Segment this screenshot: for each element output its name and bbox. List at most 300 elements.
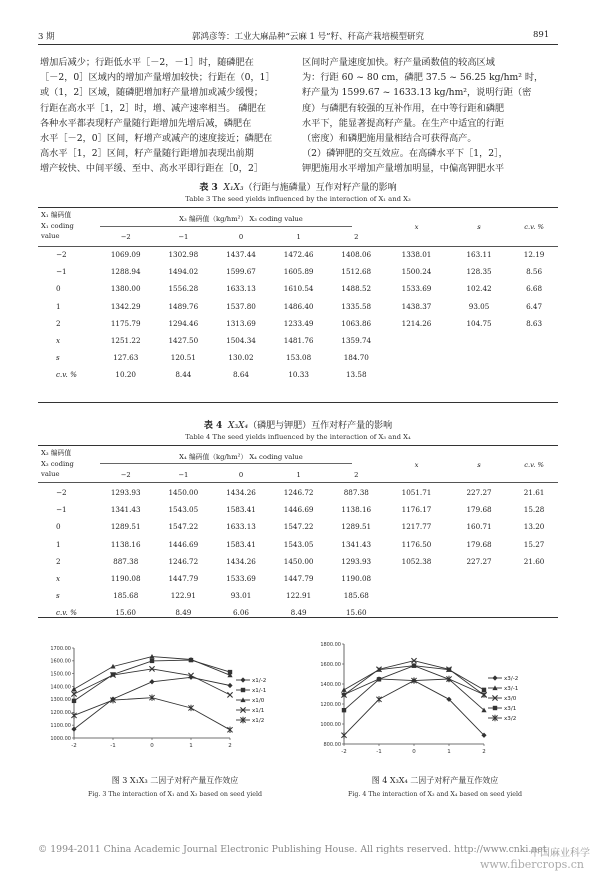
legend-label: x3/1 xyxy=(504,706,517,712)
legend-entry xyxy=(488,706,517,712)
table3-bottom-rule xyxy=(38,402,558,403)
row-label: 2 xyxy=(56,318,61,328)
table-cell: 1605.89 xyxy=(283,267,314,277)
x-tick-label: 1 xyxy=(447,749,451,755)
series-x3/1 xyxy=(342,663,486,712)
table-cell: 1447.79 xyxy=(283,574,314,584)
stat-cell: 179.68 xyxy=(466,505,492,515)
table-row xyxy=(38,315,558,332)
body-text-line: 各种水平都表现籽产量随行距增加先增后减，磷肥在 xyxy=(40,117,252,129)
table-cell: 1447.79 xyxy=(168,574,199,584)
legend-label: x1/0 xyxy=(252,698,265,704)
table-cell: 1556.28 xyxy=(168,284,199,294)
legend-entry xyxy=(488,715,516,722)
x-tick-label: -1 xyxy=(376,749,382,755)
corner-header-line: X₃ 编码值 xyxy=(41,449,72,457)
data-point xyxy=(227,692,232,697)
legend-marker xyxy=(493,706,497,710)
y-tick-label: 1400.00 xyxy=(320,681,341,688)
row-label: 0 xyxy=(56,284,61,294)
stat-cell: 1214.26 xyxy=(401,318,432,328)
table-cell: 120.51 xyxy=(170,353,196,363)
y-tick-label: 1000.00 xyxy=(320,721,341,728)
level-header: −1 xyxy=(178,232,189,241)
legend-entry xyxy=(488,685,519,692)
table-cell: 1547.22 xyxy=(168,522,199,532)
y-tick-label: 1600.00 xyxy=(50,658,71,665)
figure3-chart xyxy=(50,640,300,770)
row-label: −2 xyxy=(56,488,67,498)
table-cell: 184.70 xyxy=(343,353,369,363)
body-text-line: ［－2，0］区域内的增加产量增加较快；行距在（0，1］ xyxy=(40,72,275,84)
stat-cell xyxy=(510,349,558,366)
figure4-chart xyxy=(318,636,558,772)
table-cell: 887.38 xyxy=(113,556,139,566)
series-line xyxy=(344,666,484,711)
table-cell: 1547.22 xyxy=(283,522,314,532)
legend-marker xyxy=(492,675,497,680)
table-cell: 1512.68 xyxy=(341,267,372,277)
stat-cell: 179.68 xyxy=(466,539,492,549)
table-cell: 6.06 xyxy=(232,608,249,618)
table3 xyxy=(38,208,558,384)
stat-cell: 12.19 xyxy=(523,250,545,260)
body-column-left xyxy=(40,55,275,177)
row-label: 1 xyxy=(56,539,61,549)
table-cell: 1138.16 xyxy=(110,539,141,549)
data-point xyxy=(227,683,232,688)
y-tick-label: 800.00 xyxy=(323,741,341,748)
data-point xyxy=(72,699,76,703)
body-text-line: 高水平［1，2］区间，籽产量随行距增加表现出前期 xyxy=(40,148,254,160)
legend-entry xyxy=(236,677,266,684)
corner-header xyxy=(38,446,97,484)
table-cell: 1543.05 xyxy=(168,505,199,515)
x-tick-label: 2 xyxy=(228,743,232,749)
data-point xyxy=(447,667,451,671)
y-tick-label: 1200.00 xyxy=(320,701,341,708)
column-group-header: X₃ 编码值（kg/hm²） X₃ coding value xyxy=(179,214,303,223)
stat-cell: 160.71 xyxy=(466,522,492,532)
stat-cell xyxy=(385,332,448,349)
table-cell: 887.38 xyxy=(343,488,369,498)
legend-entry xyxy=(488,675,518,682)
stat-cell xyxy=(510,570,558,587)
table-cell: 1246.72 xyxy=(283,488,314,498)
table-cell: 1313.69 xyxy=(226,318,256,328)
corner-header-line: value xyxy=(41,232,60,240)
x-tick-label: 2 xyxy=(482,749,486,755)
table-cell: 1190.08 xyxy=(341,574,372,584)
table-row xyxy=(38,501,558,518)
table-cell: 1450.00 xyxy=(283,556,314,566)
y-tick-label: 1000.00 xyxy=(50,735,71,742)
table-cell: 1434.26 xyxy=(226,488,256,498)
table-cell: 1190.08 xyxy=(110,574,141,584)
stat-cell: 1051.71 xyxy=(401,488,432,498)
table-cell: 93.01 xyxy=(230,591,252,601)
data-point xyxy=(377,677,381,681)
stat-cell xyxy=(385,349,448,366)
series-line xyxy=(344,679,484,735)
row-label: 0 xyxy=(56,522,61,532)
row-label: −2 xyxy=(56,250,67,260)
table4-title-en: Table 4 The seed yields influenced by the interaction of X₃ and X₄ xyxy=(185,433,411,441)
table-row xyxy=(38,349,558,366)
table-cell: 1583.41 xyxy=(226,539,256,549)
table-cell: 1504.34 xyxy=(226,336,256,346)
y-tick-label: 1400.00 xyxy=(50,684,71,691)
table-cell: 1138.16 xyxy=(341,505,372,515)
stat-header: s xyxy=(477,461,481,469)
table-row xyxy=(38,604,558,621)
row-label: 1 xyxy=(56,301,61,311)
table-cell: 1069.09 xyxy=(110,250,141,260)
data-point xyxy=(341,687,346,692)
table-cell: 1489.76 xyxy=(168,301,199,311)
table-row xyxy=(38,263,558,280)
stat-cell: 1176.17 xyxy=(401,505,432,515)
stat-cell: 15.27 xyxy=(523,539,545,549)
legend-label: x1/2 xyxy=(252,718,265,724)
stat-cell: 8.63 xyxy=(526,318,543,328)
row-label: −1 xyxy=(56,505,67,515)
series-line xyxy=(344,666,484,711)
legend-label: x1/-2 xyxy=(252,678,267,684)
row-label: c.v. % xyxy=(56,370,77,380)
y-tick-label: 1800.00 xyxy=(320,641,341,648)
body-text-line: 籽产量为 1599.67 ~ 1633.13 kg/hm²，说明行距（密 xyxy=(302,87,532,99)
stat-cell xyxy=(448,366,510,383)
stat-cell xyxy=(385,570,448,587)
stat-cell: 15.28 xyxy=(523,505,545,515)
table-cell: 1537.80 xyxy=(226,301,256,311)
body-text-line: 为：行距 60 ~ 80 cm，磷肥 37.5 ~ 56.25 kg/hm² 时， xyxy=(302,72,544,84)
stat-cell: 6.68 xyxy=(526,284,543,294)
table-cell: 1610.54 xyxy=(283,284,314,294)
table-row xyxy=(38,553,558,570)
stat-cell: 227.27 xyxy=(466,556,492,566)
table-cell: 10.33 xyxy=(288,370,309,380)
y-tick-label: 1700.00 xyxy=(50,645,71,652)
table-cell: 1437.44 xyxy=(226,250,256,260)
row-label: −1 xyxy=(56,267,67,277)
table-cell: 1233.49 xyxy=(283,318,314,328)
body-text-line: （密度）和磷肥施用量相结合可获得高产。 xyxy=(302,133,477,145)
stat-cell xyxy=(510,366,558,383)
table-cell: 1481.76 xyxy=(283,336,314,346)
table-row xyxy=(38,280,558,297)
stat-cell: 104.75 xyxy=(466,318,492,328)
level-header: 1 xyxy=(296,470,301,479)
level-header: −2 xyxy=(120,470,131,479)
x-tick-label: 0 xyxy=(150,743,154,749)
body-text-line: （2）磷钾肥的交互效应。在高磷水平下［1，2］， xyxy=(302,148,508,160)
row-label: x xyxy=(56,336,61,346)
table-cell: 1063.86 xyxy=(341,318,372,328)
legend-label: x1/1 xyxy=(252,708,265,714)
table3-number: 表 3 xyxy=(199,183,218,193)
stat-cell xyxy=(448,349,510,366)
table-cell: 15.60 xyxy=(345,608,367,618)
table-cell: 10.20 xyxy=(115,370,136,380)
table4-variables: X₃X₄ xyxy=(228,421,249,431)
level-header: −1 xyxy=(178,470,189,479)
stat-cell: 21.60 xyxy=(523,556,545,566)
stat-cell: 1500.24 xyxy=(401,267,432,277)
corner-header xyxy=(38,208,97,246)
stat-header: x xyxy=(414,461,419,469)
table-cell: 1408.06 xyxy=(341,250,372,260)
stat-cell xyxy=(510,587,558,604)
legend-entry xyxy=(236,707,265,714)
stat-cell xyxy=(448,332,510,349)
x-tick-label: -1 xyxy=(110,743,116,749)
stat-cell xyxy=(448,604,510,621)
row-label: s xyxy=(56,591,60,601)
table-cell: 8.44 xyxy=(175,370,192,380)
stat-cell: 163.11 xyxy=(466,250,492,260)
body-text-line: 增产较快、中间平缓、至中、高水平即行距在［0，2］ xyxy=(40,163,264,175)
watermark: 中国麻业科学 xyxy=(530,848,590,859)
stat-cell xyxy=(385,587,448,604)
table-cell: 122.91 xyxy=(286,591,312,601)
body-text-line: 行距在高水平［1，2］时，增、减产速率相当。 磷肥在 xyxy=(40,102,266,114)
table-row xyxy=(38,246,558,263)
table-row xyxy=(38,570,558,587)
table3-title-en: Table 3 The seed yields influenced by the interaction of X₁ and X₃ xyxy=(185,195,411,203)
stat-cell: 1176.50 xyxy=(401,539,432,549)
page-number: 891 xyxy=(533,30,550,40)
table-row xyxy=(38,366,558,383)
data-point xyxy=(481,691,486,697)
figure3-caption-en: Fig. 3 The interaction of X₁ and X₃ based on seed yield xyxy=(87,791,263,798)
series-x3/2 xyxy=(341,676,486,739)
table4-title xyxy=(0,418,596,431)
stat-cell: 1338.01 xyxy=(401,250,432,260)
table-cell: 1543.05 xyxy=(283,539,314,549)
table-row xyxy=(38,332,558,349)
table-cell: 185.68 xyxy=(343,591,369,601)
stat-cell: 21.61 xyxy=(523,488,545,498)
legend-entry xyxy=(488,695,517,702)
figure3-caption: 图 3 X₁X₃ 二因子对籽产量互作效应 xyxy=(111,776,239,785)
table-cell: 1488.52 xyxy=(341,284,372,294)
column-group-header: X₄ 编码值（kg/hm²） X₄ coding value xyxy=(179,452,303,461)
table-cell: 130.02 xyxy=(228,353,254,363)
row-label: 2 xyxy=(56,556,61,566)
body-text-line: 水平［－2，0］区间，籽增产或减产的速度接近；磷肥在 xyxy=(40,133,273,145)
body-text-line: 水平下，能显著提高籽产量。在生产中适宜的行距 xyxy=(302,117,505,129)
row-label: c.v. % xyxy=(56,608,77,618)
table-cell: 1289.51 xyxy=(341,522,372,532)
body-text-line: 增加后减少；行距低水平［－2，－1］时，随磷肥在 xyxy=(40,57,254,68)
series-line xyxy=(344,679,484,735)
stat-cell: 13.20 xyxy=(523,522,545,532)
stat-header: x xyxy=(414,223,419,231)
table-row xyxy=(38,536,558,553)
table-cell: 1633.13 xyxy=(226,522,256,532)
stat-cell: 93.05 xyxy=(468,301,490,311)
body-column-right xyxy=(302,55,543,177)
table-cell: 8.49 xyxy=(175,608,192,618)
body-text-line: 区间时产量速度加快。籽产量函数值的较高区域 xyxy=(302,57,495,68)
level-header: 1 xyxy=(296,232,301,241)
legend-label: x3/0 xyxy=(504,696,517,702)
data-point xyxy=(341,732,346,738)
table-cell: 1472.46 xyxy=(283,250,314,260)
x-tick-label: 0 xyxy=(412,749,416,755)
table-cell: 1583.41 xyxy=(226,505,256,515)
table-cell: 1599.67 xyxy=(226,267,256,277)
stat-header: c.v. % xyxy=(524,461,544,469)
table-cell: 1288.94 xyxy=(110,267,141,277)
table-cell: 1341.43 xyxy=(341,539,372,549)
stat-cell xyxy=(510,332,558,349)
data-point xyxy=(71,687,76,692)
legend-label: x3/-1 xyxy=(504,686,519,692)
stat-cell: 1533.69 xyxy=(401,284,432,294)
table-cell: 1633.13 xyxy=(226,284,256,294)
legend-label: x3/-2 xyxy=(504,676,519,682)
issue-label: 3 期 xyxy=(38,32,55,42)
x-tick-label: 1 xyxy=(189,743,193,749)
figure4-caption-en: Fig. 4 The interaction of X₃ and X₄ based on seed yield xyxy=(347,791,523,798)
stat-cell xyxy=(385,366,448,383)
legend-marker xyxy=(240,677,245,682)
table-cell: 127.63 xyxy=(113,353,139,363)
y-tick-label: 1300.00 xyxy=(50,697,71,704)
table-cell: 1427.50 xyxy=(168,336,199,346)
corner-header-line: X₁ coding xyxy=(41,221,74,230)
level-header: 2 xyxy=(354,470,359,479)
data-point xyxy=(227,727,232,733)
table-cell: 1359.74 xyxy=(341,336,372,346)
table-cell: 1294.46 xyxy=(168,318,199,328)
table3-title-zh: （行距与施磷量）互作对籽产量的影响 xyxy=(243,183,397,193)
table-cell: 1289.51 xyxy=(110,522,141,532)
table-row xyxy=(38,298,558,315)
table-row xyxy=(38,518,558,535)
table-cell: 1341.43 xyxy=(110,505,141,515)
table-cell: 1175.79 xyxy=(110,318,141,328)
legend-entry xyxy=(236,717,264,724)
figure4-caption: 图 4 X₃X₄ 二因子对籽产量互作效应 xyxy=(371,776,499,785)
table4 xyxy=(38,446,558,622)
stat-cell: 227.27 xyxy=(466,488,492,498)
data-point xyxy=(376,696,381,702)
stat-cell: 128.35 xyxy=(466,267,492,277)
stat-cell: 1217.77 xyxy=(401,522,432,532)
chart-axes xyxy=(344,644,484,744)
running-title: 郭鸿彦等：工业大麻品种“云麻 1 号”籽、秆高产栽培模型研究 xyxy=(192,32,425,42)
table-cell: 1446.69 xyxy=(168,539,199,549)
table-cell: 1293.93 xyxy=(341,556,372,566)
table-cell: 1293.93 xyxy=(110,488,141,498)
data-point xyxy=(412,663,416,667)
legend-label: x3/2 xyxy=(504,716,517,722)
stat-cell: 1438.37 xyxy=(401,301,432,311)
stat-cell xyxy=(385,604,448,621)
table-row xyxy=(38,587,558,604)
table-cell: 13.58 xyxy=(345,370,367,380)
table-row xyxy=(38,484,558,501)
corner-header-line: X₁ 编码值 xyxy=(41,211,72,219)
x-tick-label: -2 xyxy=(341,749,347,755)
table-cell: 1446.69 xyxy=(283,505,314,515)
data-point xyxy=(482,688,486,692)
table3-variables: X₁X₃ xyxy=(223,183,244,193)
data-point xyxy=(150,659,154,663)
stat-header: s xyxy=(477,223,481,231)
data-point xyxy=(71,712,76,718)
body-text-line: 或（1，2］区域，随磷肥增加籽产量增加或减少缓慢； xyxy=(40,87,264,99)
legend-label: x1/-1 xyxy=(252,688,267,694)
legend-entry xyxy=(236,697,265,704)
table-cell: 1486.40 xyxy=(283,301,314,311)
y-tick-label: 1500.00 xyxy=(50,671,71,678)
table-cell: 185.68 xyxy=(113,591,139,601)
series-x3/-1 xyxy=(341,663,486,712)
table-cell: 1380.00 xyxy=(110,284,141,294)
body-text-line: 度）与磷肥有较强的互补作用，在中等行距和磷肥 xyxy=(302,102,505,114)
stat-cell: 1052.38 xyxy=(401,556,432,566)
data-point xyxy=(342,708,346,712)
x-tick-label: -2 xyxy=(71,743,77,749)
table-cell: 8.49 xyxy=(290,608,307,618)
stat-cell xyxy=(510,604,558,621)
y-tick-label: 1100.00 xyxy=(50,722,71,729)
table4-number: 表 4 xyxy=(203,421,223,431)
legend-marker xyxy=(241,688,245,692)
watermark-url: www.fibercrops.cn xyxy=(479,858,584,871)
level-header: 2 xyxy=(354,232,359,241)
table3-title xyxy=(0,180,596,193)
table-cell: 15.60 xyxy=(115,608,136,618)
copyright-footer: © 1994-2011 China Academic Journal Electronic Publishing House. All rights reserved. http://www.cnki.net xyxy=(38,844,547,855)
stat-cell xyxy=(448,587,510,604)
table-cell: 1251.22 xyxy=(110,336,141,346)
row-label: x xyxy=(56,574,61,584)
row-label: s xyxy=(56,353,60,363)
table-cell: 1533.69 xyxy=(226,574,256,584)
table-cell: 122.91 xyxy=(170,591,196,601)
table4-title-zh: （磷肥与钾肥）互作对籽产量的影响 xyxy=(248,421,393,431)
table-cell: 1246.72 xyxy=(168,556,199,566)
legend-entry xyxy=(236,688,267,694)
corner-header-line: X₃ coding xyxy=(41,459,74,468)
table-cell: 1450.00 xyxy=(168,488,199,498)
table-cell: 1335.58 xyxy=(341,301,372,311)
table-cell: 1302.98 xyxy=(168,250,199,260)
level-header: 0 xyxy=(238,470,244,479)
stat-cell: 8.56 xyxy=(526,267,543,277)
data-point xyxy=(149,679,154,684)
corner-header-line: value xyxy=(41,470,60,478)
level-header: 0 xyxy=(238,232,244,241)
stat-cell: 102.42 xyxy=(466,284,492,294)
y-tick-label: 1200.00 xyxy=(50,710,71,717)
body-text-line: 钾肥施用水平增加产量增加明显，中偏高钾肥水平 xyxy=(302,163,505,175)
series-line xyxy=(74,698,230,730)
table-cell: 1494.02 xyxy=(168,267,199,277)
stat-cell: 6.47 xyxy=(526,301,543,311)
header-rule xyxy=(38,44,558,45)
table-cell: 8.64 xyxy=(232,370,249,380)
y-tick-label: 1600.00 xyxy=(320,661,341,668)
table-cell: 153.08 xyxy=(286,353,312,363)
level-header: −2 xyxy=(120,232,131,241)
